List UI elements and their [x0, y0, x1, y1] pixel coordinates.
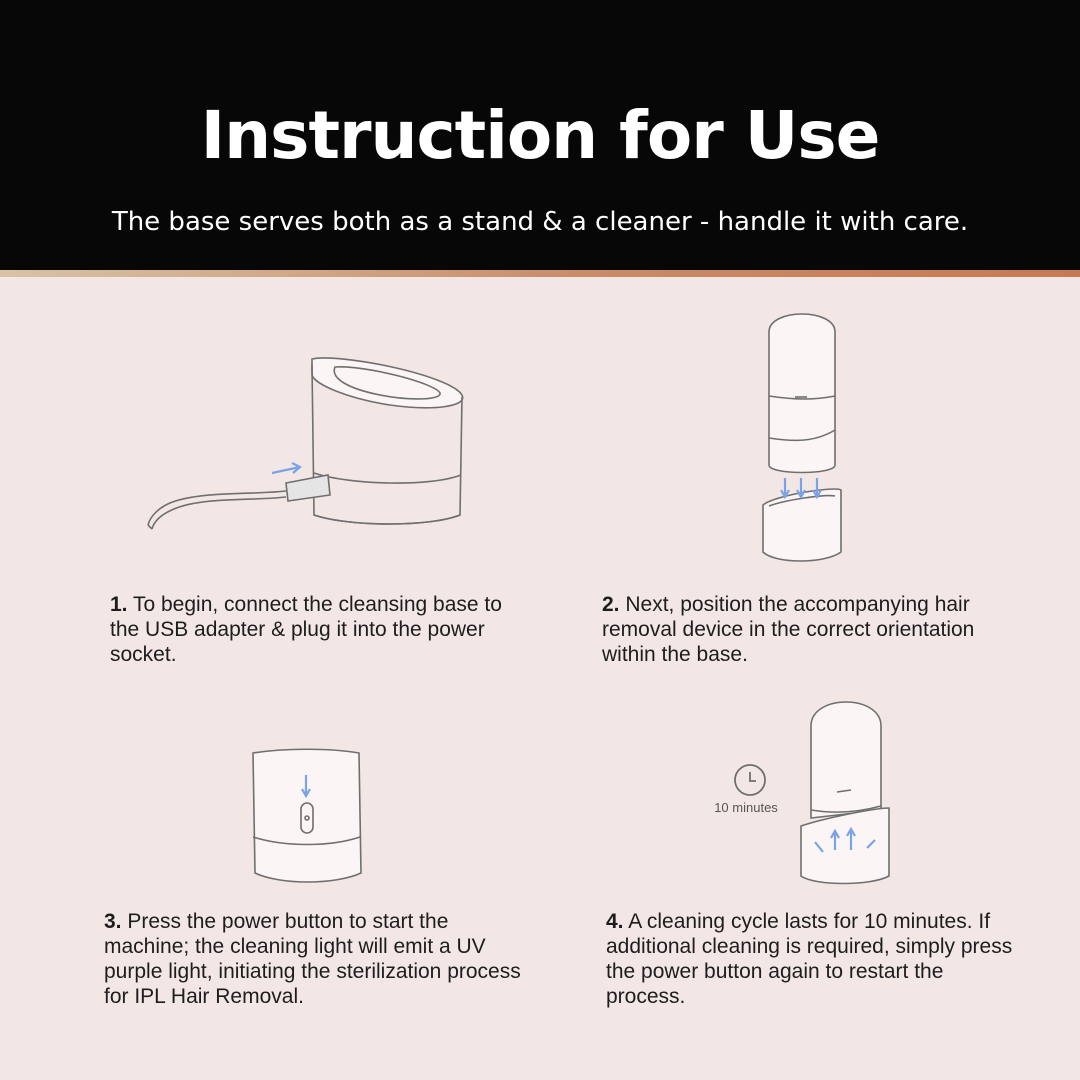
step-4-text: A cleaning cycle lasts for 10 minutes. If additional cleaning is required, simply press the power button again to restart the process.: [606, 910, 1013, 1008]
power-button-base-illustration: [245, 745, 370, 890]
clock-icon: [732, 762, 768, 798]
timer-label: 10 minutes: [714, 800, 778, 815]
cleaning-cycle-illustration: [795, 690, 905, 890]
step-3: [104, 909, 524, 1009]
step-2-number: 2.: [602, 593, 620, 616]
device-into-base-illustration: [755, 300, 855, 565]
step-2: [602, 592, 1022, 667]
cleansing-base-with-cable-illustration: [140, 345, 480, 535]
step-4: [606, 909, 1016, 1009]
insert-arrow-icon: [272, 463, 300, 473]
step-1-number: 1.: [110, 593, 128, 616]
page-subtitle: The base serves both as a stand & a cleaner - handle it with care.: [111, 207, 969, 237]
step-3-number: 3.: [104, 910, 122, 933]
step-3-text: Press the power button to start the machine; the cleaning light will emit a UV purple light, initiating the sterilization process for IPL Hair Removal.: [104, 910, 521, 1008]
down-arrows-icon: [781, 478, 821, 497]
step-1: [110, 592, 520, 667]
step-4-number: 4.: [606, 910, 624, 933]
accent-divider: [0, 270, 1080, 277]
step-2-text: Next, position the accompanying hair removal device in the correct orientation within the base.: [602, 593, 975, 666]
step-1-text: To begin, connect the cleansing base to the USB adapter & plug it into the power socket.: [110, 593, 502, 666]
page-title: Instruction for Use: [200, 97, 880, 174]
